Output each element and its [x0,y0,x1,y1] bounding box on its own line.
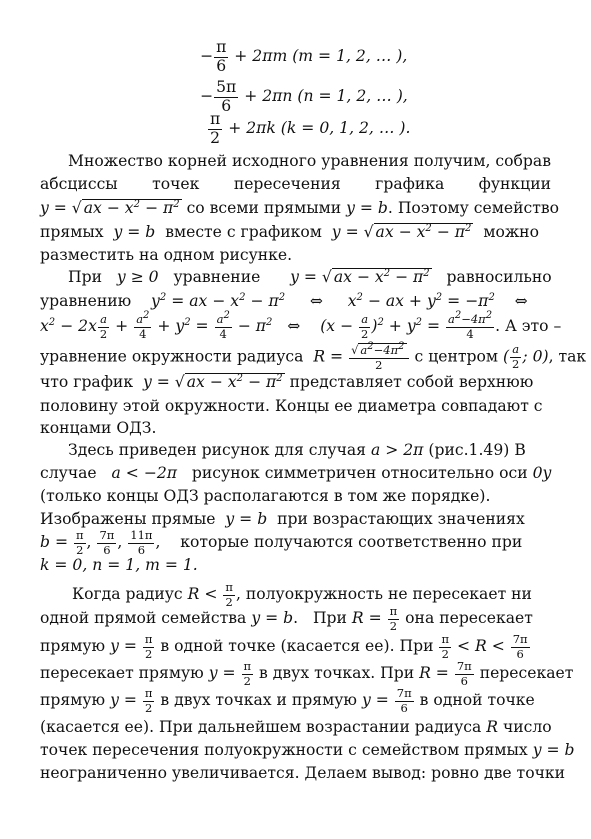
para3-line3: (только концы ОДЗ располагаются в том же порядке). [40,487,491,505]
formula-row-2: − $\frac{5\pi}{6}$ + 2πn (n = 1, 2, … ), [200,78,408,115]
para4-line4: пересекает прямую y = $\frac{\pi}{2}$ в двух точках. При R = $\frac{7\pi}{6}$ пересекает [40,659,574,688]
para4-line1: Когда радиус R < $\frac{\pi}{2}$ , полуокружность не пересекает ни [72,580,532,609]
para4-line7: точек пересечения полуокружности с семейством прямых y = b [40,741,575,759]
para4-line8: неограниченно увеличивается. Делаем вывод: ровно две точки [40,764,566,782]
para2-line6: половину этой окружности. Концы ее диаметра совпадают с [40,397,543,415]
para4-line2: одной прямой семейства y = b. При R = $\frac{\pi}{2}$ она пересекает [40,604,533,633]
para4-line3: прямую y = $\frac{\pi}{2}$ в одной точке (касается ее). При $\frac{\pi}{2}$ < R < $\frac{7\pi}{6}$ [40,632,528,661]
para3-line4: Изображены прямые y = b при возрастающих значениях [40,510,525,528]
para3-line2: случае a < −2π рисунок симметричен относительно оси 0y [40,464,552,482]
para2-line5: что график y = √ ax − $x^2 - \pi^2$ представляет собой верхнюю [40,372,534,391]
para3-line5: b = $\frac{\pi}{2}$ , $\frac{7\pi}{6}$ , $\frac{11\pi}{6}$ , которые получаются соответственно при [40,528,523,557]
para4-line5: прямую y = $\frac{\pi}{2}$ в двух точках и прямую y = $\frac{7\pi}{6}$ в одной точке [40,686,535,715]
para1-line4: прямых y = b вместе с графиком y = √ ax − $x^2 - \pi^2$ можно [40,222,539,241]
para2-line4: уравнение окружности радиуса R = $\frac{√ a^2-4\pi^2}{2}$ с центром ( $\frac{a}{2}$ ; 0), так [40,341,587,373]
para1-line5: разместить на одном рисунке. [40,246,293,264]
para4-line6: (касается ее). При дальнейшем возрастании радиуса R число [40,718,552,736]
para1-line2: абсциссы точек пересечения графика функции [40,175,551,193]
para2-line1: При y ≥ 0 уравнение y = √ ax − $x^2 - \pi^2$ равносильно [68,267,552,286]
formula-row-1: − $\frac{\pi}{6}$ + 2πm (m = 1, 2, … ), [200,38,408,75]
para2-line3: $x^2 - 2x$ $\frac{a}{2}$ + $\frac{a^2}{4}$ + $y^2$ = $\frac{a^2}{4}$ − $\pi^2$ ⇔ (x − $\frac{a}{2}$ )$^2 + y^2$ = $\frac{a^2-4\pi^2}{4}$ . А это – [40,310,562,341]
para2-line2: уравнению $y^2$ = ax − $x^2 - \pi^2$ ⇔ $x^2$ − ax + $y^2 = -\pi^2$ ⇔ [40,291,528,310]
formula-row-3: $\frac{\pi}{2}$ + 2πk (k = 0, 1, 2, … ). [210,110,411,147]
para1-line3: y = √ ax − $x^2 - \pi^2$ со всеми прямыми y = b. Поэтому семейство [40,198,560,217]
para1-line1: Множество корней исходного уравнения получим, собрав [68,152,551,170]
para2-line7: концами ОДЗ. [40,419,157,437]
para3-line6: k = 0, n = 1, m = 1. [40,556,198,574]
para3-line1: Здесь приведен рисунок для случая a > 2π (рис.1.49) В [68,441,526,459]
